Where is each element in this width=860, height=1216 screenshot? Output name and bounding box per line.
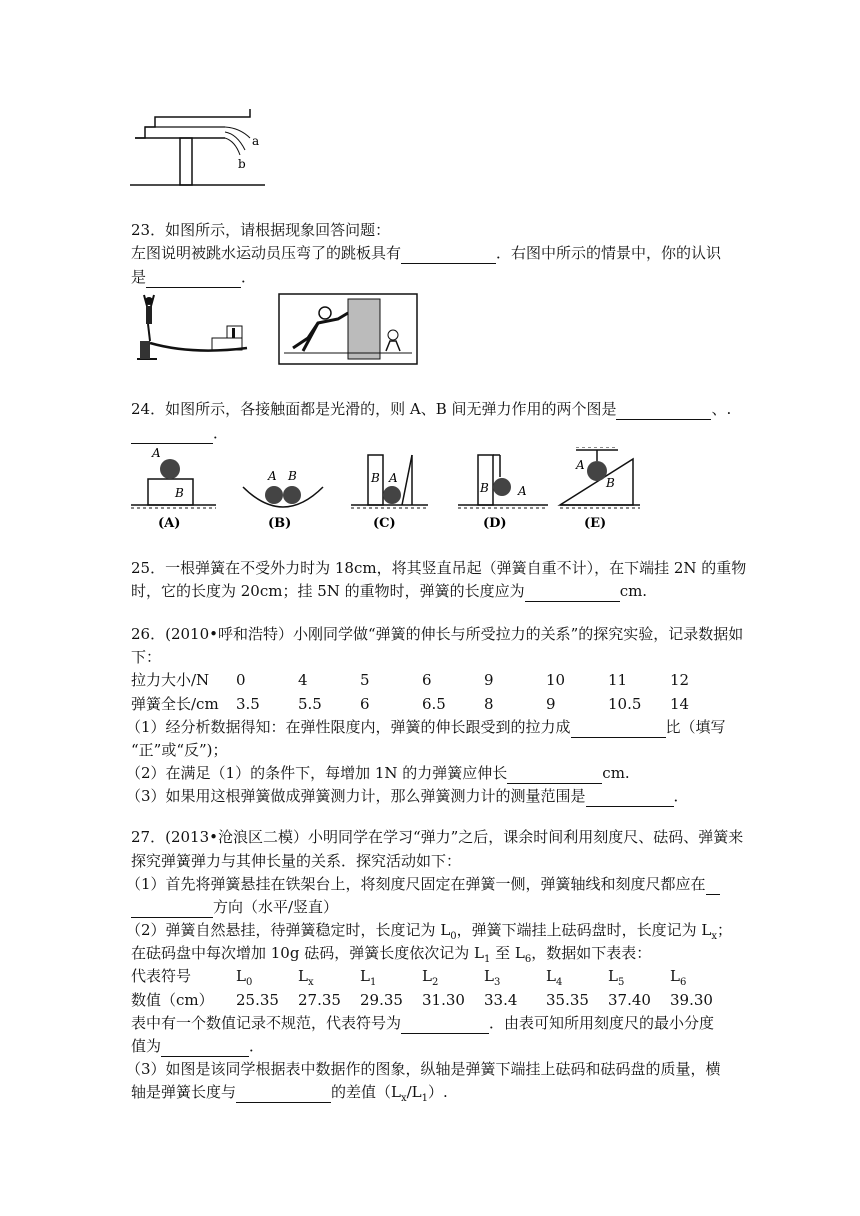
svg-text:(D): (D) (483, 516, 507, 531)
q24-line1: 24．如图所示，各接触面都是光滑的，则 A、B 间无弹力作用的两个图是 、. (131, 400, 732, 418)
answer-blank[interactable] (401, 243, 496, 264)
diver-figure (132, 293, 252, 361)
svg-text:A: A (268, 469, 277, 483)
q26-p2: （2）在满足（1）的条件下，每增加 1N 的力弹簧应伸长 cm. (126, 764, 630, 782)
q25-line1: 25．一根弹簧在不受外力时为 18cm，将其竖直吊起（弹簧自重不计），在下端挂 2N 的重物 (131, 559, 747, 577)
answer-blank[interactable] (161, 1036, 249, 1057)
svg-text:A: A (389, 471, 398, 485)
contact-force-figures (128, 447, 668, 532)
figure-a (131, 447, 216, 531)
answer-blank[interactable] (616, 399, 711, 420)
q24-line2: ． (131, 423, 228, 444)
q23-line3: 是 ． (131, 268, 257, 286)
label-a: a (252, 134, 260, 148)
springboard-figure (125, 105, 270, 190)
svg-text:B: B (606, 476, 615, 490)
figure-c (351, 455, 428, 531)
q26-line1: 26．(2010•呼和浩特）小刚同学做“弹簧的伸长与所受拉力的关系”的探究实验，记录数据如 (131, 625, 744, 643)
label: B (175, 486, 184, 500)
q26-p1c: “正”或“反”)； (131, 741, 228, 759)
q27-p7: 轴是弹簧长度与 的差值$(L_x/L_1)$. (131, 1083, 448, 1104)
push-wall-figure (278, 293, 418, 365)
q26-table-row2: 弹簧全长/cm 3.5 5.5 6 6.5 8 9 10.5 14 (131, 695, 690, 713)
q23-line2: 左图说明被跳水运动员压弯了的跳板具有 ．右图中所示的情景中，你的认识 (131, 244, 722, 262)
svg-text:(E): (E) (584, 516, 607, 531)
q27-p4: 表中有一个数值记录不规范，代表符号为 ．由表可知所用刻度尺的最小分度 (131, 1014, 715, 1032)
label: A (152, 447, 161, 460)
q27-table-row1: 代表符号 $L_0$ $L_x$ $L_1$ $L_2$ $L_3$ $L_4$ $L_5$ $L_6$ (131, 967, 687, 988)
answer-blank[interactable] (236, 1082, 331, 1103)
q27-p3: 在砝码盘中每次增加 10g 砝码，弹簧长度依次记为 $L_1$ 至 $L_6$，数据如下表表： (131, 944, 652, 965)
figure-d (458, 455, 548, 531)
q27-p5: 值为 ． (131, 1037, 265, 1055)
q27-p1: （1）首先将弹簧悬挂在铁架台上，将刻度尺固定在弹簧一侧，弹簧轴线和刻度尺都应在 (126, 874, 720, 895)
caption: (A) (158, 516, 181, 531)
q27-p2: （2）弹簧自然悬挂，待弹簧稳定时，长度记为 $L_0$，弹簧下端挂上砝码盘时，长度记为 $L_x$； (126, 921, 733, 942)
q26-line2: 下： (131, 648, 162, 666)
q25-line2: 时，它的长度为 20cm；挂 5N 的重物时，弹簧的长度应为 cm. (131, 582, 648, 600)
q26-table-row1: 拉力大小/N 0 4 5 6 9 10 11 12 (131, 671, 690, 689)
q27-table-row2: 数值（cm） 25.35 27.35 29.35 31.30 33.4 35.35 37.40 39.30 (131, 991, 713, 1009)
q26-p1: （1）经分析数据得知：在弹性限度内，弹簧的伸长跟受到的拉力成 比（填写 (126, 718, 726, 736)
answer-blank[interactable] (401, 1013, 489, 1034)
q27-line2: 探究弹簧弹力与其伸长量的关系．探究活动如下： (131, 852, 462, 870)
q23-line1: 23．如图所示，请根据现象回答问题： (131, 221, 391, 239)
q27-line1: 27．(2013•沧浪区二模）小明同学在学习“弹力”之后，课余时间利用刻度尺、砝码、弹簧来 (131, 828, 744, 846)
answer-blank[interactable] (131, 423, 213, 444)
figure-e (560, 447, 640, 531)
answer-blank[interactable] (131, 897, 213, 918)
svg-text:B: B (288, 469, 297, 483)
answer-blank[interactable] (507, 763, 602, 784)
svg-text:A: A (576, 458, 585, 472)
svg-text:B: B (371, 471, 380, 485)
answer-blank[interactable] (571, 717, 666, 738)
label-b: b (238, 157, 246, 171)
q26-p3: （3）如果用这根弹簧做成弹簧测力计，那么弹簧测力计的测量范围是 ． (126, 787, 689, 805)
q27-p1-cont: 方向（水平/竖直） (131, 897, 338, 918)
answer-blank[interactable] (586, 786, 674, 807)
figure-b (243, 469, 323, 531)
answer-blank[interactable] (146, 267, 241, 288)
answer-blank[interactable] (525, 581, 620, 602)
svg-text:(C): (C) (373, 516, 396, 531)
answer-blank[interactable] (706, 874, 720, 895)
svg-text:A: A (518, 484, 527, 498)
svg-text:(B): (B) (268, 516, 292, 531)
svg-text:B: B (480, 481, 489, 495)
q27-p6: （3）如图是该同学根据表中数据作的图象，纵轴是弹簧下端挂上砝码和砝码盘的质量，横 (126, 1060, 721, 1078)
